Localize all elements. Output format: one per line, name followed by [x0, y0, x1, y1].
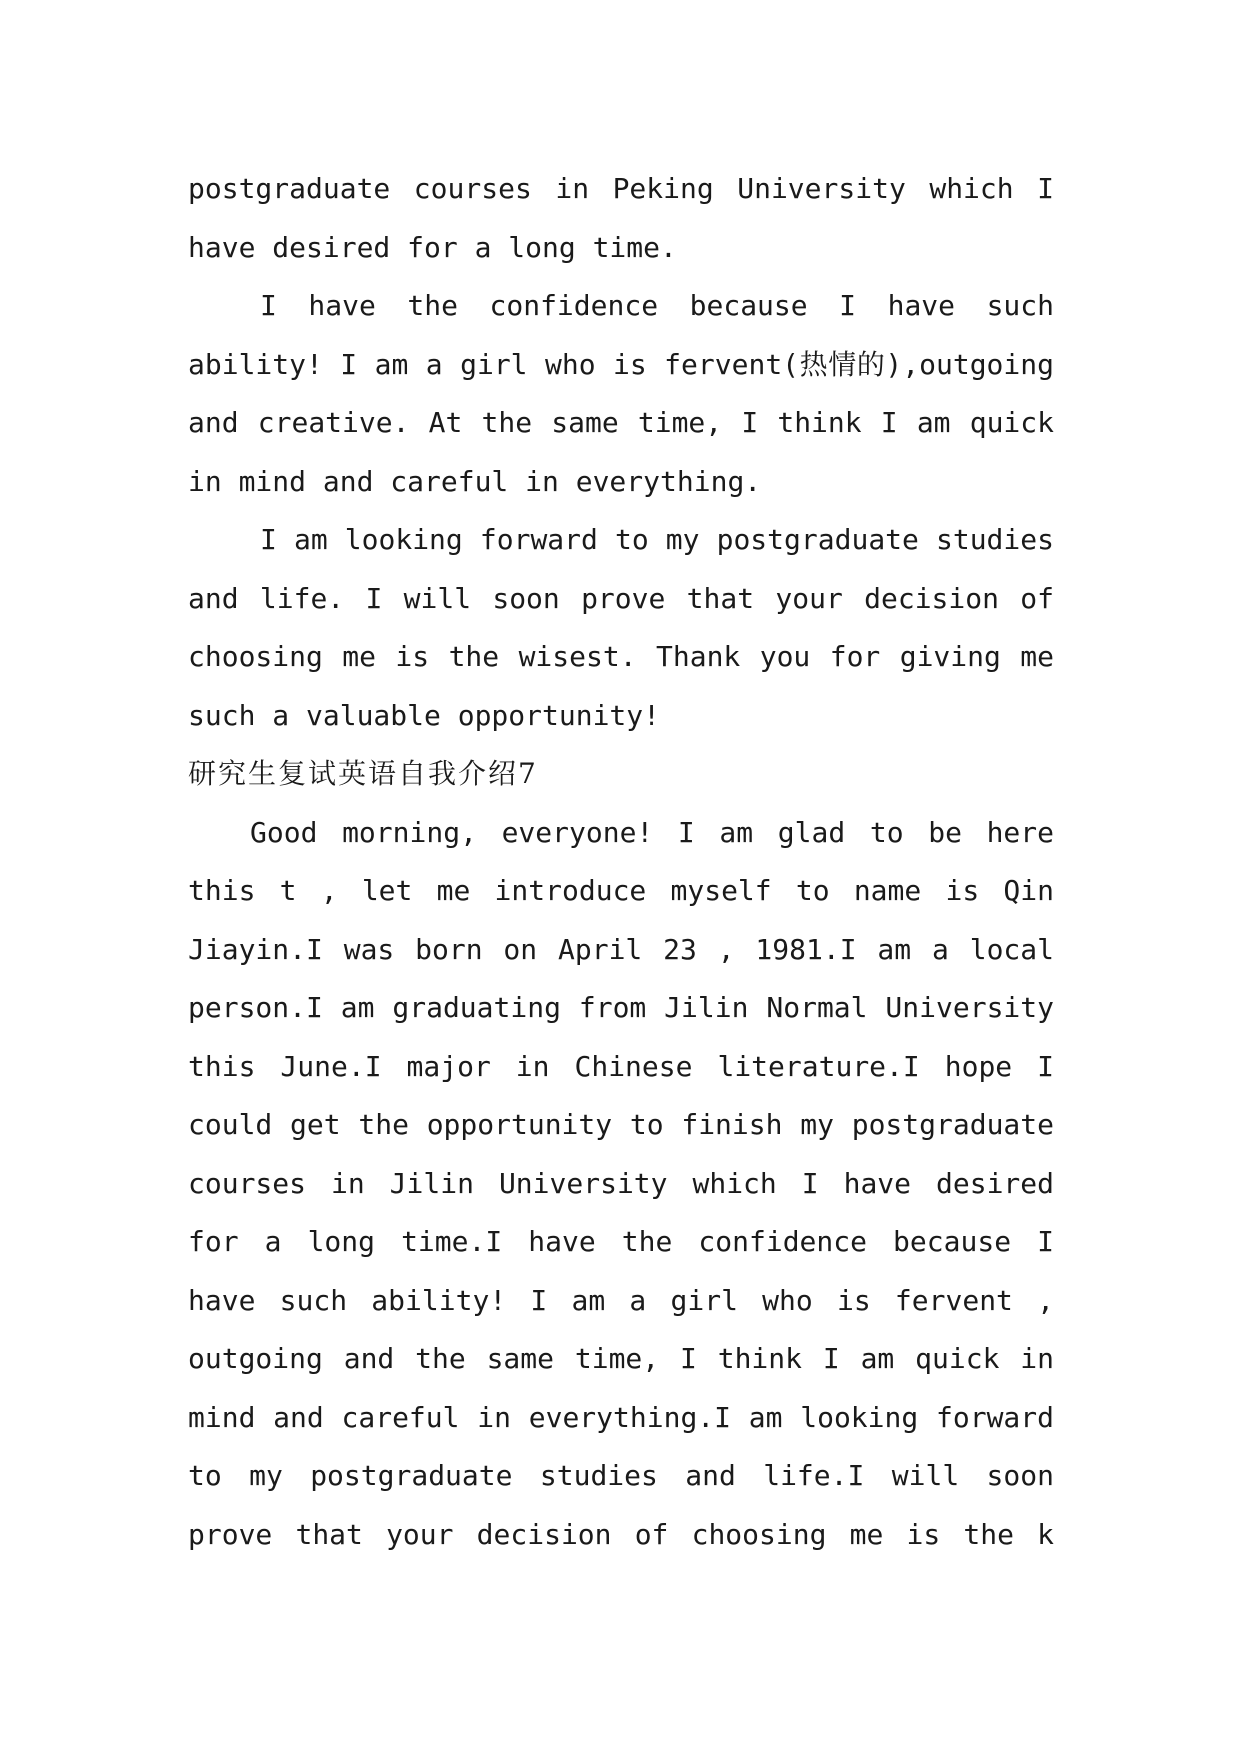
- text-line: Jiayin.I was born on April 23 , 1981.I am a local: [188, 932, 1054, 966]
- text-line: this June.I major in Chinese literature.I hope I: [188, 1049, 1054, 1083]
- text-line: outgoing and the same time, I think I am quick in: [188, 1342, 1054, 1375]
- text-line: person.I am graduating from Jilin Normal University: [188, 991, 1054, 1024]
- text-line: mind and careful in everything.I am looking forward: [188, 1400, 1054, 1434]
- text-line: have desired for a long time.: [188, 230, 677, 264]
- text-line: such a valuable opportunity!: [188, 698, 661, 732]
- text-line: I have the confidence because I have such: [260, 289, 1054, 322]
- text-line: I am looking forward to my postgraduate studies: [260, 523, 1054, 556]
- text-line: could get the opportunity to finish my postgraduate: [188, 1108, 1054, 1141]
- section-heading: 研究生复试英语自我介绍7: [188, 757, 538, 790]
- text-line: courses in Jilin University which I have desired: [188, 1166, 1054, 1200]
- text-line: choosing me is the wisest. Thank you for giving me: [188, 640, 1054, 673]
- document-body: [188, 160, 1054, 1564]
- text-line: and life. I will soon prove that your decision of: [188, 581, 1054, 615]
- text-line: ability! I am a girl who is fervent(热情的),outgoing: [188, 347, 1054, 381]
- text-line: this t , let me introduce myself to name is Qin: [188, 874, 1054, 907]
- text-line: postgraduate courses in Peking University which I: [188, 172, 1054, 205]
- text-line: to my postgraduate studies and life.I will soon: [188, 1459, 1054, 1492]
- text-line: for a long time.I have the confidence because I: [188, 1225, 1054, 1258]
- text-line: in mind and careful in everything.: [188, 464, 762, 498]
- text-line: have such ability! I am a girl who is fervent ,: [188, 1283, 1054, 1317]
- text-line: and creative. At the same time, I think I am quick: [188, 406, 1054, 439]
- text-line: Good morning, everyone! I am glad to be here: [250, 815, 1054, 849]
- text-line: prove that your decision of choosing me is the k: [188, 1517, 1054, 1551]
